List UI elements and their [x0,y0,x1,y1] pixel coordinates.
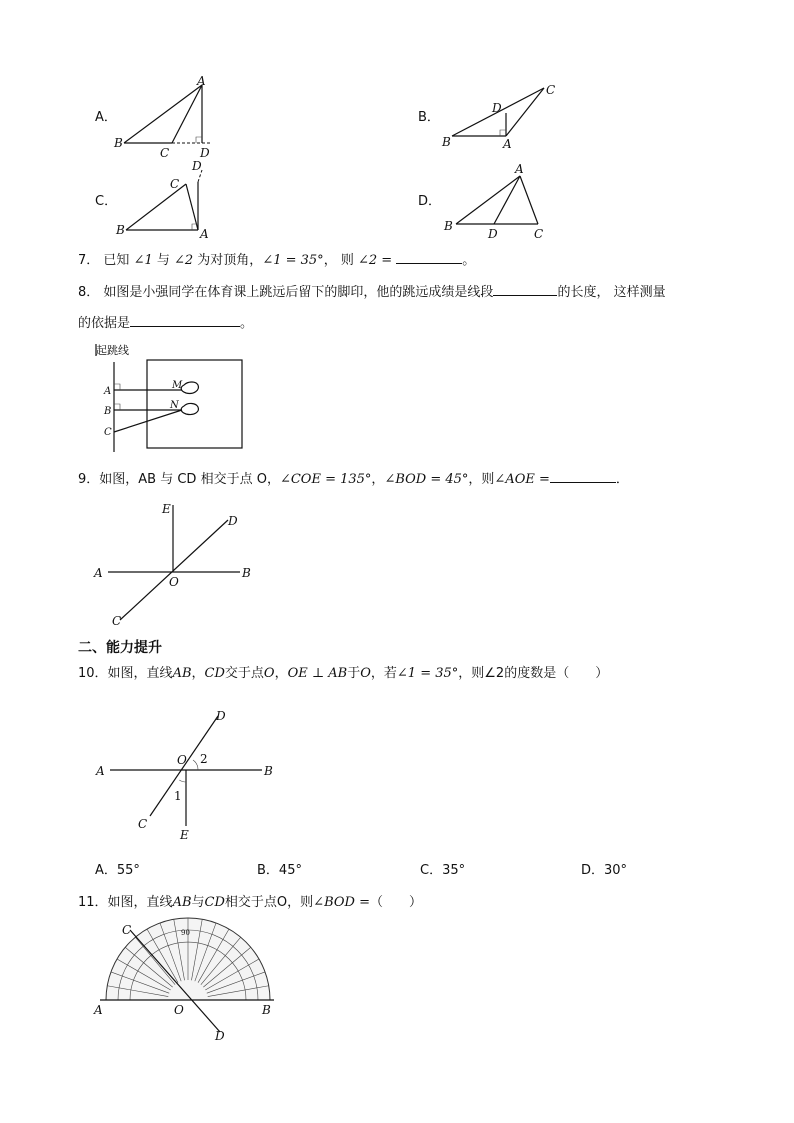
pt-b: B [262,1003,271,1017]
pt-e: E [162,502,171,516]
pt-b: B [242,566,251,580]
figure-question-10 [90,700,290,845]
question-8-line-1: 8． 如图是小强同学在体育课上跳远后留下的脚印，他的跳远成绩是线段 的长度， 这样测量 [78,281,666,302]
pt-c: C [138,817,148,831]
pt-d: D [488,227,498,241]
pt-d: D [192,159,202,173]
figure-option-c [110,158,230,243]
pt-b: B [264,764,273,778]
pt-c: C [104,427,112,438]
pt-c: C [546,83,556,97]
question-8-line-2: 的依据是 。 [78,312,253,333]
pt-d: D [215,1029,225,1043]
question-number: 7． [78,253,100,268]
angle-label-2: 2 [200,752,208,766]
pt-d: D [216,709,226,723]
pt-d: D [492,101,502,115]
figure-option-d [440,160,570,245]
pt-c: C [534,227,544,241]
pt-b: B [114,136,123,150]
pt-a: A [197,74,206,88]
pt-a: A [94,1003,103,1017]
pt-b: B [442,135,451,149]
question-11: 11．如图，直线AB与CD相交于点O，则∠BOD =（ ） [78,895,422,910]
pt-b: B [116,223,125,237]
start-line-label: 起跳线 [96,344,129,357]
pt-o: O [169,575,179,589]
pt-o: O [177,753,187,767]
angle-label-1: 1 [174,789,182,803]
question-number: 10． [78,666,108,681]
protractor-90-label: 90 [181,929,190,937]
figure-question-9 [90,495,265,630]
question-number: 8． [78,285,100,300]
option-b-label: B． [418,110,440,125]
pt-a: A [503,137,512,151]
pt-a: A [96,764,105,778]
pt-m: M [172,380,183,391]
pt-b: B [444,219,453,233]
pt-d: D [228,514,238,528]
pt-a: A [94,566,103,580]
question-9: 9．如图，AB 与 CD 相交于点 O，∠COE = 135°，∠BOD = 45°，则∠AOE = ． [78,468,629,489]
question-number: 11． [78,895,108,910]
option-a[interactable]: A．55° [95,863,140,878]
pt-c: C [112,614,122,628]
answer-blank[interactable] [396,249,462,264]
option-c[interactable]: C．35° [420,863,466,878]
answer-blank[interactable] [493,281,557,296]
section-heading: 二、能力提升 [78,640,162,656]
pt-n: N [170,400,179,411]
pt-b: B [104,406,112,417]
pt-a: A [104,386,112,397]
option-d-label: D． [418,194,442,209]
question-10: 10．如图，直线AB，CD交于点O，OE ⊥ AB于O，若∠1 = 35°，则∠2的度数是（ ） [78,666,609,681]
question-number: 9． [78,472,100,487]
pt-a: A [515,162,524,176]
question-7: 7． 已知 ∠1 与 ∠2 为对顶角，∠1 = 35°， 则 ∠2 = 。 [78,249,475,270]
figure-long-jump [92,340,252,455]
pt-c: C [160,146,170,160]
pt-c: C [170,177,180,191]
answer-blank[interactable] [550,468,616,483]
option-b[interactable]: B．45° [257,863,302,878]
pt-c: C [122,923,132,937]
figure-option-a [110,75,230,160]
option-a-label: A． [95,110,117,125]
option-d[interactable]: D．30° [581,863,628,878]
figure-option-b [440,80,570,155]
answer-blank[interactable] [130,312,240,327]
pt-a: A [200,227,209,241]
pt-e: E [180,828,189,842]
figure-question-11-protractor [90,918,290,1048]
pt-d: D [200,146,210,160]
option-c-label: C． [95,194,118,209]
pt-o: O [174,1003,184,1017]
